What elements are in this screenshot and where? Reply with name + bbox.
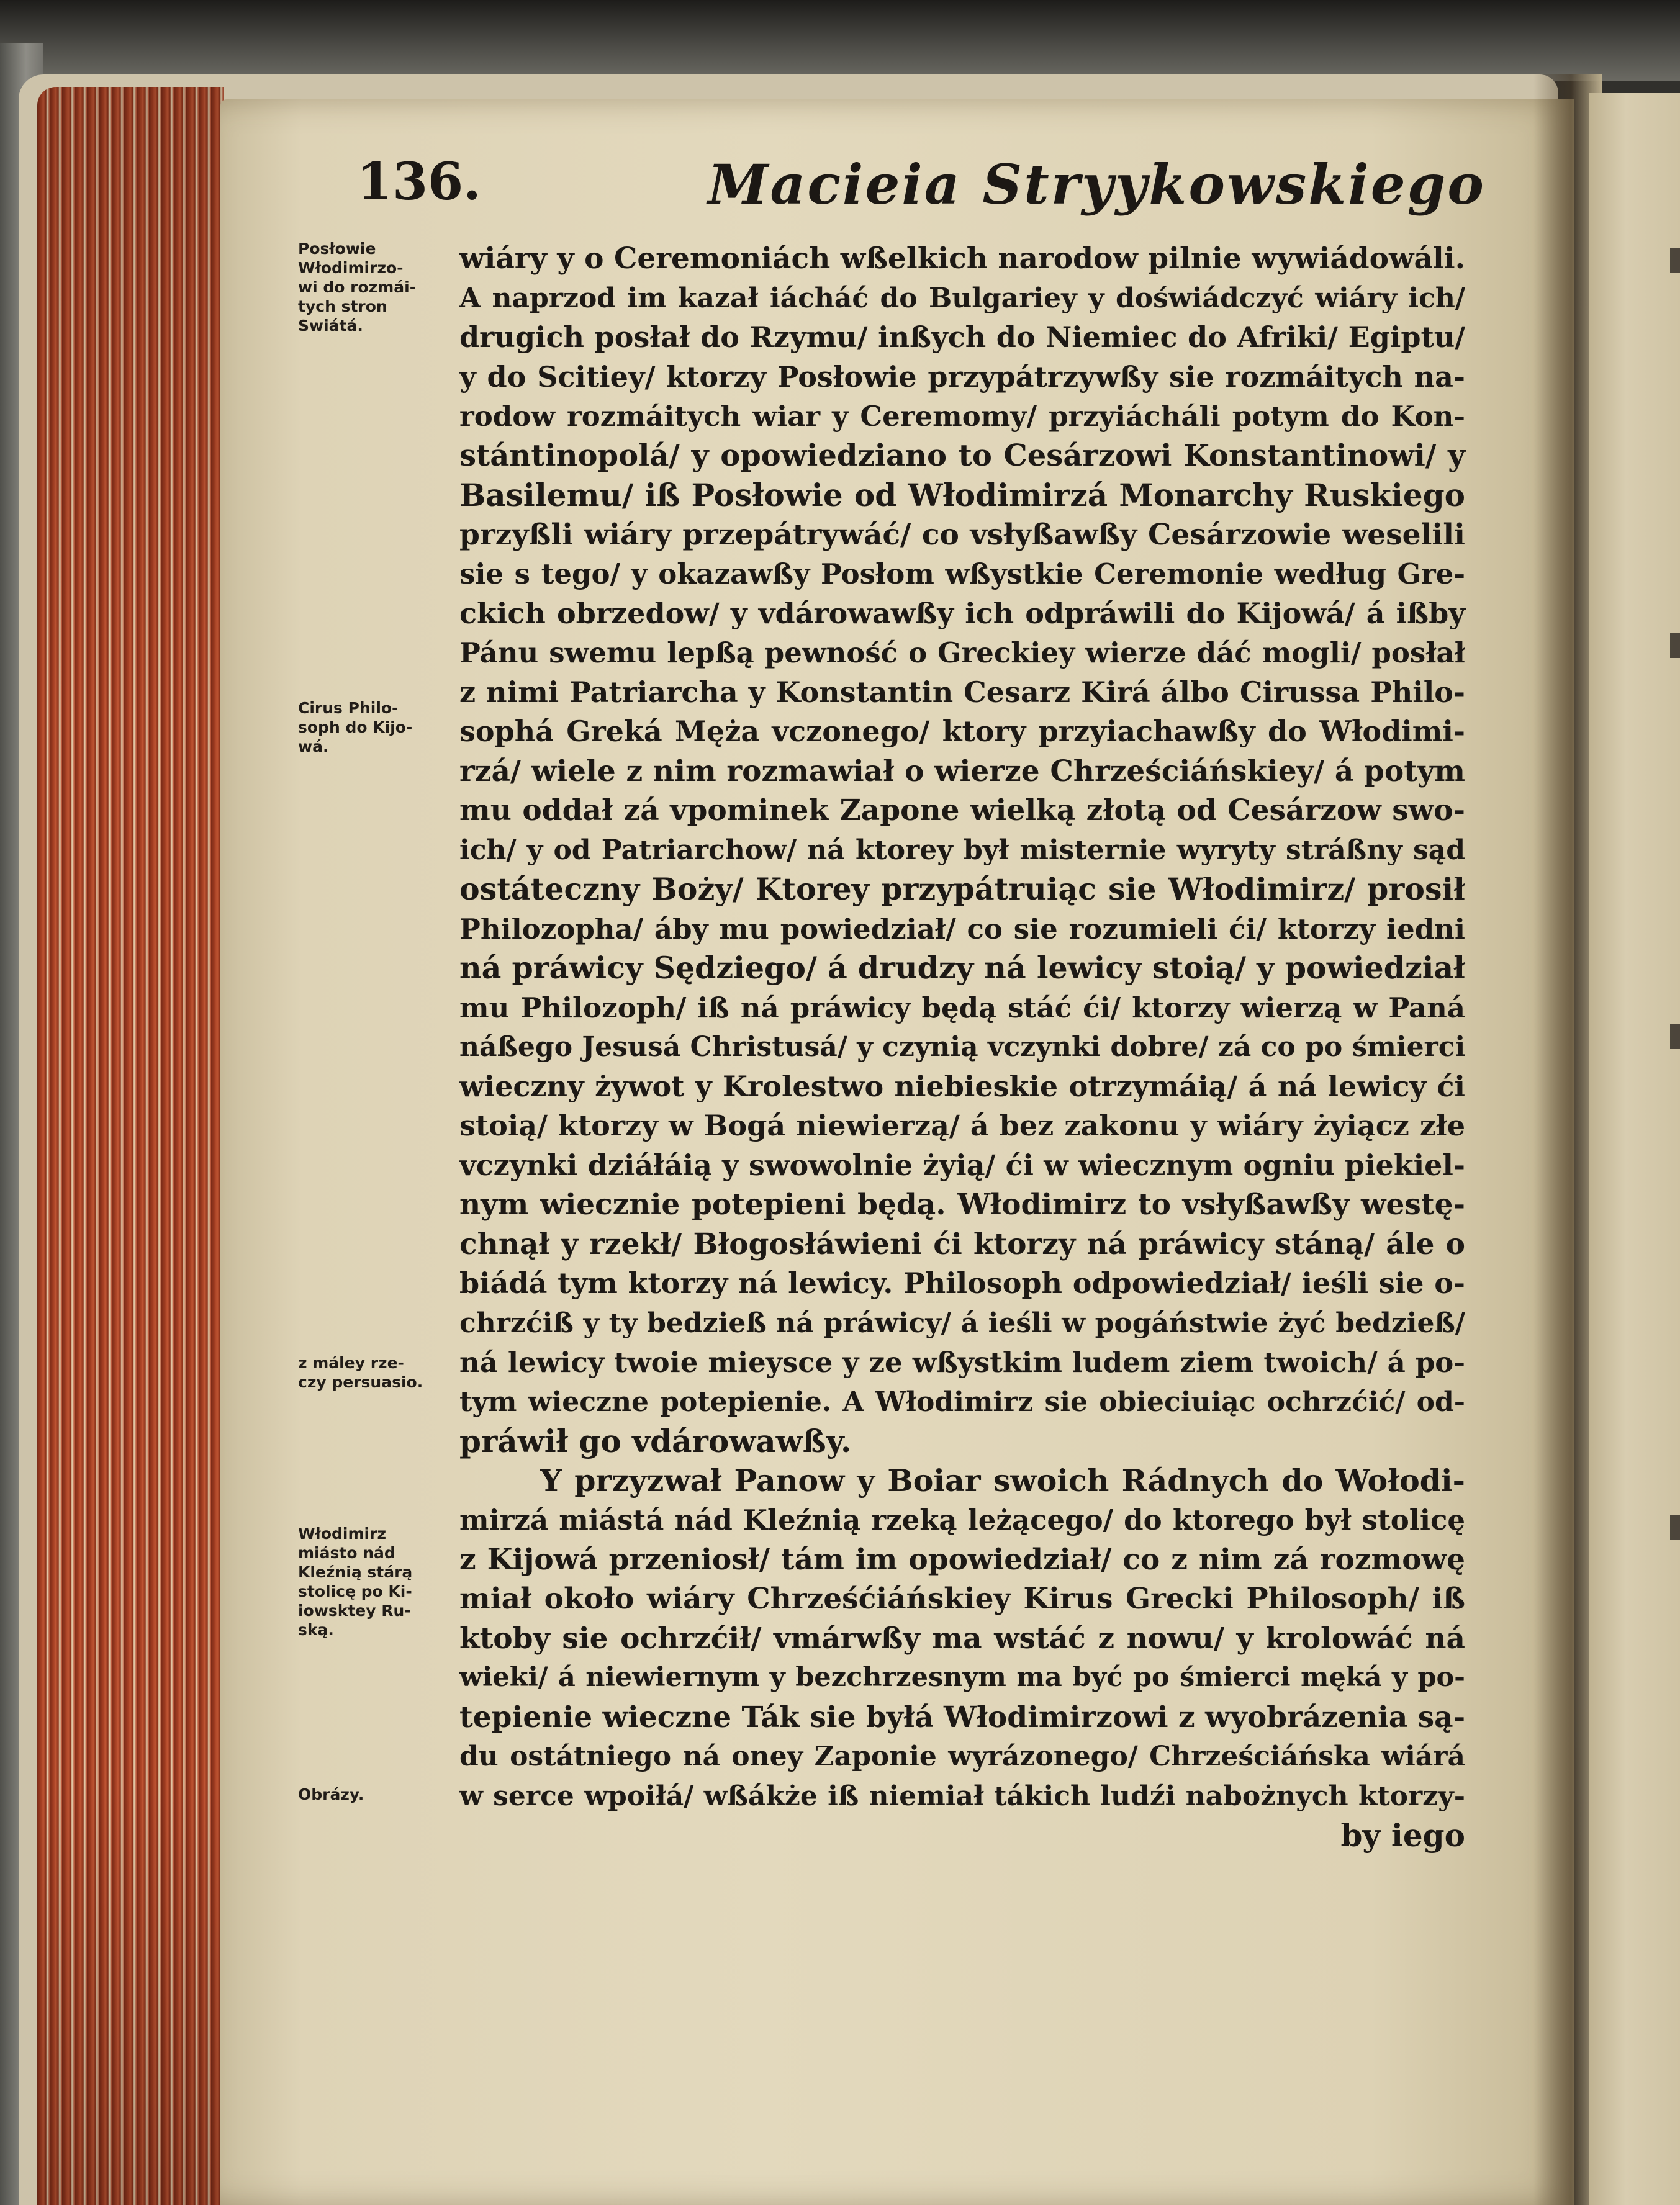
text-line: ich/ y od Patriarchow/ ná ktorey był misternie wyryty stráßny sąd [459, 834, 1465, 866]
text-line: z nimi Patriarcha y Konstantin Cesarz Kirá álbo Cirussa Philo- [459, 675, 1465, 709]
text-line: ostáteczny Boży/ Ktorey przypátruiąc sie Włodimirz/ prosił [459, 871, 1465, 907]
marginal-note-line: wá. [298, 737, 329, 755]
marginal-note-line: Posłowie [298, 240, 376, 258]
facing-page-glyph [1670, 1024, 1680, 1049]
text-line: drugich posłał do Rzymu/ inßych do Niemiec do Afriki/ Egiptu/ [459, 320, 1465, 354]
book-binding [0, 0, 1680, 81]
marginal-note-line: z máley rze- [298, 1354, 404, 1372]
text-line: nym wiecznie potepieni będą. Włodimirz to vsłyßawßy westę- [459, 1188, 1465, 1222]
text-line: przyßli wiáry przepátrywáć/ co vsłyßawßy Cesárzowie weselili [459, 517, 1465, 552]
marginal-note-line: Włodimirz [298, 1525, 386, 1543]
text-line: y do Scitiey/ ktorzy Posłowie przypátrzywßy sie rozmáitych na- [459, 359, 1465, 394]
text-line: wieczny żywot y Krolestwo niebieskie otrzymáią/ á ná lewicy ći [459, 1069, 1465, 1103]
text-line: ná práwicy Sędziego/ á drudzy ná lewicy stoią/ y powiedział [459, 950, 1465, 986]
text-line: miał około wiáry Chrześćiáńskiey Kirus Grecki Philosoph/ iß [459, 1582, 1465, 1616]
text-line: tym wieczne potepienie. A Włodimirz sie obieciuiąc ochrzćić/ od- [459, 1386, 1465, 1418]
text-line: rzá/ wiele z nim rozmawiał o wierze Chrześciáńskiey/ á potym [459, 754, 1465, 788]
text-line: náßego Jesusá Christusá/ y czynią vczynki dobre/ zá co po śmierci [459, 1031, 1466, 1063]
facing-page-glyph [1670, 1515, 1680, 1540]
text-line: Philozopha/ áby mu powiedział/ co sie rozumieli ći/ ktorzy iedni [459, 912, 1465, 945]
text-line: práwił go vdárowawßy. [459, 1423, 852, 1459]
text-line: vczynki dziáłáią y swowolnie żyią/ ći w wiecznym ogniu piekiel- [459, 1148, 1465, 1182]
marginal-note-line: iowsktey Ru- [298, 1602, 411, 1620]
body-text [459, 239, 1465, 1856]
catchword: by iego [1340, 1817, 1465, 1854]
facing-page-glyph [1670, 633, 1680, 658]
text-line: sie s tego/ y okazawßy Posłom wßystkie Ceremonie według Gre- [459, 557, 1465, 590]
text-line: w serce wpoiłá/ wßákże iß niemiał tákich ludźi nabożnych ktorzy- [459, 1780, 1465, 1812]
text-line: chnął y rzekł/ Błogosłáwieni ći ktorzy ná práwicy stáną/ ále o [459, 1227, 1465, 1261]
text-line: Pánu swemu lepßą pewność o Greckiey wierze dáć mogli/ posłał [459, 636, 1465, 669]
text-line: biádá tym ktorzy ná lewicy. Philosoph odpowiedział/ ieśli sie o- [459, 1266, 1465, 1300]
facing-page-edge [1589, 93, 1680, 2205]
text-line: A naprzod im kazał iácháć do Bulgariey y doświádczyć wiáry ich/ [459, 282, 1465, 314]
text-line: chrzćiß y ty bedzieß ná práwicy/ á ieśli w pogáństwie żyć bedzieß/ [459, 1307, 1465, 1339]
marginal-note-line: czy persuasio. [298, 1373, 423, 1391]
marginal-note-line: ską. [298, 1621, 334, 1639]
facing-page-glyph [1670, 248, 1680, 273]
marginal-note-line: Kleźnią stárą [298, 1563, 413, 1581]
text-line: stoią/ ktorzy w Bogá niewierzą/ á bez zakonu y wiáry żyiącz złe [459, 1109, 1465, 1142]
marginal-note-line: Obrázy. [298, 1785, 364, 1803]
text-line: ckich obrzedow/ y vdárowawßy ich odpráwili do Kijowá/ á ißby [459, 596, 1465, 630]
page-edges-shadow [37, 87, 224, 2205]
marginal-note-line: soph do Kijo- [298, 718, 413, 736]
marginal-note-line: Swiátá. [298, 317, 363, 335]
marginal-note-persuasio [298, 1353, 456, 1392]
marginal-note-poslowie [298, 239, 456, 335]
text-line: sophá Greká Męża vczonego/ ktory przyiachawßy do Włodimi- [459, 715, 1465, 748]
text-line: mirzá miástá nád Kleźnią rzeką leżącego/ do ktorego był stolicę [459, 1504, 1465, 1536]
running-head: Macieia Stryykowskiego [708, 152, 1486, 217]
text-line: ná lewicy twoie mieysce y ze wßystkim ludem ziem twoich/ á po- [459, 1346, 1465, 1379]
text-line: Basilemu/ iß Posłowie od Włodimirzá Monarchy Ruskiego [459, 477, 1465, 513]
text-line: mu Philozoph/ iß ná práwicy będą stáć ći/ ktorzy wierzą w Paná [459, 991, 1465, 1024]
marginal-note-line: miásto nád [298, 1544, 395, 1562]
text-line: stántinopolá/ y opowiedziano to Cesárzowi Konstantinowi/ y [459, 438, 1465, 473]
text-line: Y przyzwał Panow y Boiar swoich Rádnych do Wołodi- [540, 1462, 1465, 1499]
text-line: wiáry y o Ceremoniách wßelkich narodow pilnie wywiádowáli. [459, 241, 1465, 276]
marginal-note-obrazy [298, 1785, 456, 1804]
marginal-note-line: stolicę po Ki- [298, 1582, 412, 1600]
marginal-note-wlodimirz [298, 1524, 456, 1639]
text-line: wieki/ á niewiernym y bezchrzesnym ma być po śmierci męká y po- [459, 1662, 1465, 1693]
text-line: rodow rozmáitych wiar y Ceremomy/ przyiácháli potym do Kon- [459, 400, 1465, 433]
page-number: 136. [357, 152, 481, 212]
text-line: mu oddał zá vpominek Zapone wielką złotą od Cesárzow swo- [459, 793, 1465, 827]
text-line: du ostátniego ná oney Zaponie wyrázonego/ Chrześciáńska wiárá [459, 1741, 1465, 1772]
marginal-note-line: wi do rozmái- [298, 278, 417, 296]
text-line: tepienie wieczne Ták sie byłá Włodimirzowi z wyobrázenia są- [459, 1700, 1466, 1734]
marginal-note-line: Cirus Philo- [298, 699, 399, 717]
marginal-note-line: tych stron [298, 297, 387, 315]
marginal-note-line: Włodimirzo- [298, 259, 404, 277]
marginal-note-cirus [298, 698, 456, 756]
text-line: z Kijowá przeniosł/ tám im opowiedział/ co z nim zá rozmowę [459, 1542, 1465, 1577]
text-line: ktoby sie ochrzćił/ vmárwßy ma wstáć z nowu/ y krolowáć ná [459, 1621, 1465, 1656]
